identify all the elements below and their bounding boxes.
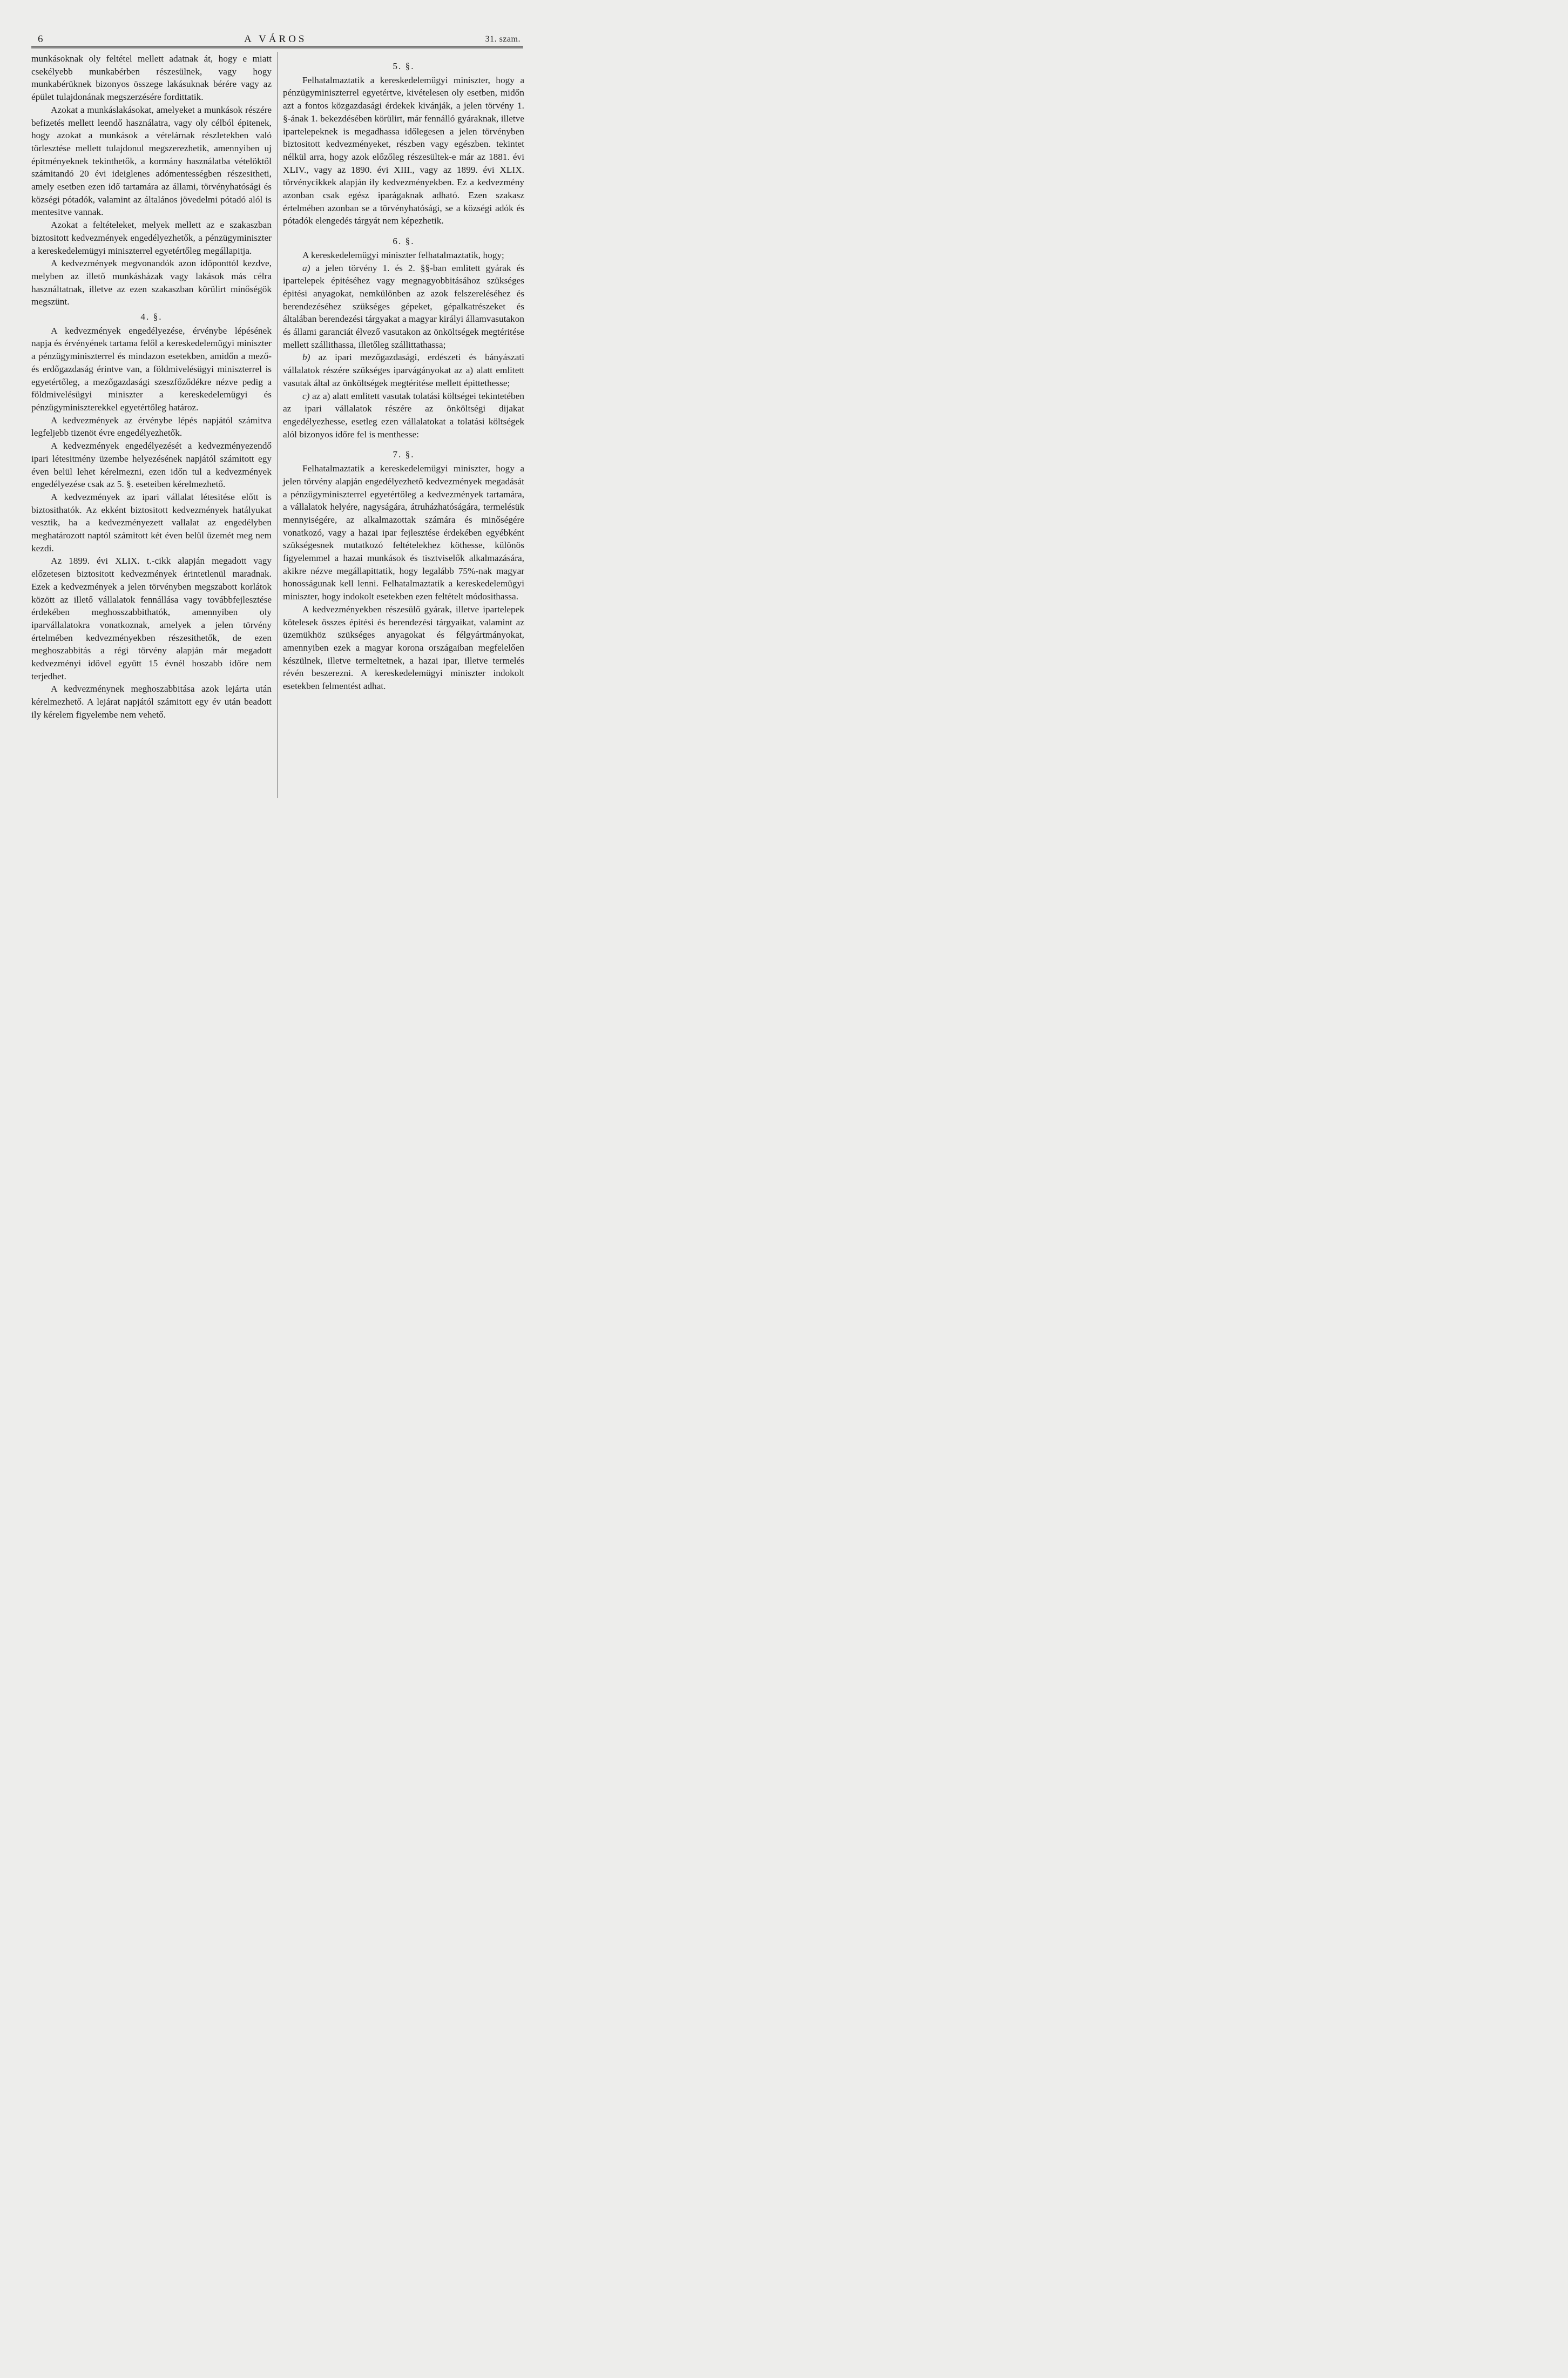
right-column bbox=[283, 52, 524, 693]
section-heading: 4. §. bbox=[140, 312, 163, 322]
paragraph: A kedvezmények engedélyezését a kedvezményezendő ipari létesitmény üzembe helyezésének napjától számitott egy éven belül lehet kérelmezni, ezen időn tul a kedvezmények engedélyezése csak az 5. §. eseteiben kérelmezhető. bbox=[31, 441, 272, 490]
document-page bbox=[0, 0, 558, 847]
item-label: b) bbox=[302, 352, 310, 363]
paragraph: A kedvezmények engedélyezése, érvénybe lépésének napja és érvényének tartama felől a kereskedelemügyi miniszter a pénzügyminiszterrel és mindazon esetekben, amidőn a mező- és erdőgazdaság érintve van, a földmivelésügyi miniszterrel is egyetértőleg, a mezőgazdasági szeszfőződékre nézve pedig a földmivelésügyi miniszter a kereskedelemügyi és pénzügyminiszterekkel egyetértőleg határoz. bbox=[31, 325, 272, 413]
list-item bbox=[283, 351, 524, 389]
running-header bbox=[0, 31, 558, 45]
item-text: az ipari mezőgazdasági, erdészeti és bányászati vállalatok részére szükséges iparvágányokat az a) alatt emlitett vasutak által az önköltségek megtéritése mellett épittethesse; bbox=[283, 352, 524, 388]
left-column bbox=[31, 52, 272, 721]
paragraph: Felhatalmaztatik a kereskedelemügyi miniszter, hogy a jelen törvény alapján engedélyezhető kedvezmények megadását a pénzügyminiszterrel egyetértőleg a kedvezmények tartamára, a vállalatok helyére, nagyságára, átruházhatóságára, termelésük mennyiségére, az alkalmazottak számára és minőségére vonatkozó, vagy a hazai ipar fejlesztése érdekében egyébként szükségesnek mutatkozó feltételekhez köthesse, különös figyelemmel a hazai munkások és tisztviselők alkalmazására, akikre nézve megállapittatik, hogy legalább 75%-nak magyar honosságunak kell lenni. Felhatalmaztatik a kereskedelemügyi miniszter, hogy indokolt esetekben ezen feltételt módosithassa. bbox=[283, 463, 524, 602]
item-label: c) bbox=[302, 390, 310, 401]
paragraph: A kedvezményekben részesülő gyárak, illetve ipartelepek kötelesek összes épitési és berendezési tárgyaikat, valamint az üzemükhöz szükséges anyagokat és félgyártmányokat, amennyiben ezek a magyar korona országaiban megfelelően készülnek, illetve termeltetnek, a hazai ipar, illetve termelés révén beszerezni. A kereskedelemügyi miniszter indokolt esetekben felmentést adhat. bbox=[283, 604, 524, 692]
section-heading: 5. §. bbox=[393, 61, 415, 71]
list-item bbox=[283, 390, 524, 441]
item-text: a jelen törvény 1. és 2. §§-ban emlitett gyárak és ipartelepek épitéséhez vagy megnagyobbitásához szükséges épitési anyagokat, nemkülönben az azok felszereléséhez és berendezéséhez szükséges gépeket, gépalkatrészeket és általában berendezési tárgyakat a magyar királyi államvasutakon és állami garanciát élvező vasutakon az önköltségek megtéritése mellett szállithassa, illetőleg szállittathassa; bbox=[283, 262, 524, 350]
page-number: 6 bbox=[38, 33, 43, 45]
section-heading: 6. §. bbox=[393, 236, 415, 247]
paragraph: Azokat a munkáslakásokat, amelyeket a munkások részére befizetés mellett leendő használatra, vagy oly célból épitenek, hogy azokat a munkások a vételárnak részletekben való törlesztése mellett tulajdonul megszerezhetik, amennyiben uj épitményeknek tekinthetők, a kormány használatba vételöktől számitandó 20 évi ideiglenes adómentességben részesitheti, amely esetben ezen idő tartamára az állami, törvényhatósági és községi pótadók, valamint az általános jövedelmi pótadó alól is mentesitve vannak. bbox=[31, 104, 272, 218]
paragraph: Azokat a feltételeket, melyek mellett az e szakaszban biztositott kedvezmények engedélyezhetők, a pénzügyminiszter a kereskedelemügyi miniszterrel egyetértőleg megállapitja. bbox=[31, 220, 272, 256]
journal-title: A VÁROS bbox=[244, 33, 307, 45]
paragraph: A kedvezmények az ipari vállalat létesitése előtt is biztosithatók. Az ekként biztositott kedvezmények hatályukat vesztik, ha a kedvezményezett vallalat az engedélyben meghatározott naptól számitott két éven belül üzemét meg nem kezdi. bbox=[31, 491, 272, 553]
paragraph: A kedvezmények megvonandók azon időponttól kezdve, melyben az illető munkásházak vagy lakások más célra használtatnak, illetve az ezen szakaszban körülirt minőségök megszünt. bbox=[31, 258, 272, 307]
paragraph: A kedvezménynek meghoszabbitása azok lejárta után kérelmezhető. A lejárat napjától számitott egy év után beadott ily kérelem figyelembe nem vehető. bbox=[31, 684, 272, 720]
section-heading: 7. §. bbox=[393, 449, 415, 460]
paragraph: A kedvezmények az érvénybe lépés napjától számitva legfeljebb tizenöt évre engedélyezhetők. bbox=[31, 415, 272, 438]
paragraph: Felhatalmaztatik a kereskedelemügyi miniszter, hogy a pénzügyminiszterrel egyetértve, kivételesen oly esetben, midőn azt a fontos közgazdasági érdekek kivánják, a jelen törvény 1. §-ának 1. bekezdésében körülirt, már fennálló gyáraknak, illetve ipartelepeknek is megadhassa időlegesen a jelen törvényben biztositott kedvezményeket, részben vagy egészben. tekintet nélkül arra, hogy azok előzőleg részesültek-e már az 1881. évi XLIV., vagy az 1890. évi XIII., vagy az 1899. évi XLIX. törvénycikkek alapján ily kedvezményekben. Ez a kedvezmény azonban csak egész iparágaknak adható. Ezen szakasz értelmében azonban se a törvényhatósági, se a községi adók és pótadók elengedés tárgyát nem képezhetik. bbox=[283, 75, 524, 226]
paragraph: A kereskedelemügyi miniszter felhatalmaztatik, hogy; bbox=[302, 249, 504, 260]
column-separator bbox=[277, 52, 278, 798]
issue-number: 31. szam. bbox=[485, 35, 521, 44]
item-text: az a) alatt emlitett vasutak tolatási költségei tekintetében az ipari vállalatok részére az önköltségi dijakat engedélyezhesse, esetleg ezen vállalatokat a tolatási költségek alól bizonyos időre fel is menthesse: bbox=[283, 390, 524, 440]
paragraph: munkásoknak oly feltétel mellett adatnak át, hogy e miatt csekélyebb munkabérben részesülnek, vagy hogy munkabérüknek bizonyos összege lakásuknak bérére vagy az épület tulajdonának megszerzésére fordittatik. bbox=[31, 53, 272, 103]
list-item bbox=[283, 262, 524, 352]
header-rule bbox=[31, 46, 523, 48]
item-label: a) bbox=[302, 262, 310, 273]
paragraph: Az 1899. évi XLIX. t.-cikk alapján megadott vagy előzetesen biztositott kedvezmények érintetlenül maradnak. Ezek a kedvezmények a jelen törvényben megszabott korlátok között az illető vállalatok fennállása vagy továbbfejlesztése érdekében meghosszabbithatók, amennyiben oly iparvállalatokra vonatkoznak, amelyek a jelen törvény értelmében kedvezményekben részesithetők, de ezen meghoszabbitás a régi törvény alapján már megadott kedvezményi idővel együtt 15 évnél hoszabb időre nem terjedhet. bbox=[31, 556, 272, 681]
